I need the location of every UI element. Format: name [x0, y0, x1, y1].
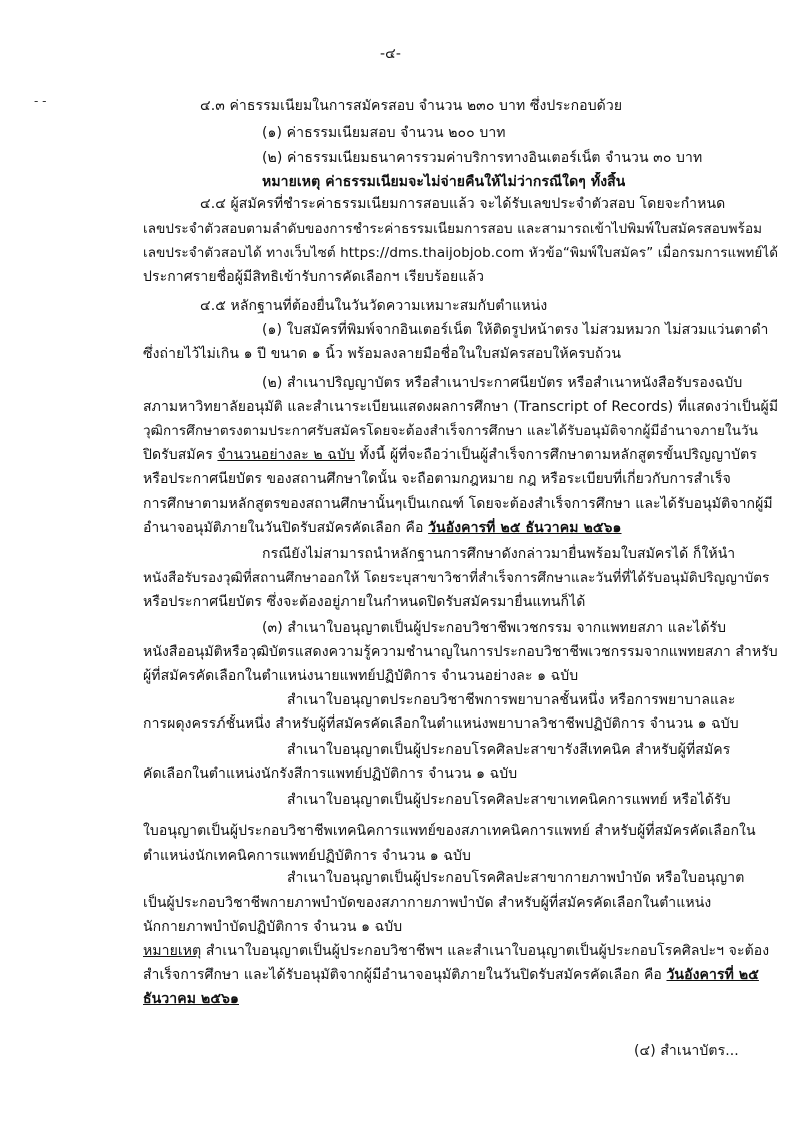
item-3-line-10: ตำแหน่งนักเทคนิคการแพทย์ปฏิบัติการ จำนวน ๑ ฉบับ [143, 848, 471, 864]
item-2-line-3: วุฒิการศึกษาตรงตามประกาศรับสมัครโดยจะต้องสำเร็จการศึกษา และได้รับอนุมัติจากผู้มีอำนาจภายในวัน [143, 423, 759, 439]
fee-item-2: (๒) ค่าธรรมเนียมธนาคารรวมค่าบริการทางอินเตอร์เน็ต จำนวน ๓๐ บาท [262, 150, 703, 166]
next-page-continuation: (๔) สำเนาบัตร... [634, 1043, 739, 1059]
item-2-line-9: หนังสือรับรองวุฒิที่สถานศึกษาออกให้ โดยระบุสาขาวิชาที่สำเร็จการศึกษาและวันที่ที่ได้รับอนุมัติปริญญาบัตร [143, 570, 770, 586]
license-note-line-2 [143, 965, 759, 985]
item-3-line-2: หนังสืออนุมัติหรือวุฒิบัตรแสดงความรู้ความชำนาญในการประกอบวิชาชีพเวชกรรมจากแพทยสภา สำหรับ [143, 644, 778, 660]
deadline-date: วันอังคารที่ ๒๕ ธันวาคม ๒๕๖๑ [428, 520, 622, 536]
item-2-line-8: กรณียังไม่สามารถนำหลักฐานการศึกษาดังกล่าวมายื่นพร้อมใบสมัครได้ ก็ให้นำ [262, 546, 736, 562]
item-1-line-1: (๑) ใบสมัครที่พิมพ์จากอินเตอร์เน็ต ให้ติดรูปหน้าตรง ไม่สวมหมวก ไม่สวมแว่นตาดำ [262, 322, 769, 338]
item-2-line-4-text-a: ปิดรับสมัคร [143, 447, 218, 463]
item-2-line-1: (๒) สำเนาปริญญาบัตร หรือสำเนาประกาศนียบัตร หรือสำเนาหนังสือรับรองฉบับ [262, 375, 743, 391]
license-note-label: หมายเหตุ [143, 943, 202, 959]
section-4-4-line-1: ๔.๔ ผู้สมัครที่ชำระค่าธรรมเนียมการสอบแล้ว จะได้รับเลขประจำตัวสอบ โดยจะกำหนด [200, 196, 726, 212]
item-2-line-4 [143, 445, 757, 465]
item-3-line-11: สำเนาใบอนุญาตเป็นผู้ประกอบโรคศิลปะสาขากายภาพบำบัด หรือใบอนุญาต [287, 870, 745, 886]
license-note-text: สำเนาใบอนุญาตเป็นผู้ประกอบวิชาชีพฯ และสำเนาใบอนุญาตเป็นผู้ประกอบโรคศิลปะฯ จะต้อง [201, 943, 770, 959]
item-2-line-5: หรือประกาศนียบัตร ของสถานศึกษาใดนั้น จะถือตามกฎหมาย กฎ หรือระเบียบที่เกี่ยวกับการสำเร็จ [143, 471, 731, 487]
fee-item-1: (๑) ค่าธรรมเนียมสอบ จำนวน ๒๐๐ บาท [262, 125, 506, 141]
item-3-line-13: นักกายภาพบำบัดปฏิบัติการ จำนวน ๑ ฉบับ [143, 919, 403, 935]
section-4-4-line-3: เลขประจำตัวสอบได้ ทางเว็บไซต์ https://dms.thaijobjob.com หัวข้อ“พิมพ์ใบสมัคร” เมื่อกรมการแพทย์ได้ [143, 245, 778, 261]
item-3-line-7: คัดเลือกในตำแหน่งนักรังสีการแพทย์ปฏิบัติการ จำนวน ๑ ฉบับ [143, 766, 518, 782]
item-2-line-10: หรือประกาศนียบัตร ซึ่งจะต้องอยู่ภายในกำหนดปิดรับสมัครมายื่นแทนก็ได้ [143, 594, 586, 610]
copies-required: จำนวนอย่างละ ๒ ฉบับ [217, 447, 355, 463]
section-4-3: ๔.๓ ค่าธรรมเนียมในการสมัครสอบ จำนวน ๒๓๐ บาท ซึ่งประกอบด้วย [200, 98, 623, 114]
section-4-4-line-4: ประกาศรายชื่อผู้มีสิทธิเข้ารับการคัดเลือกฯ เรียบร้อยแล้ว [143, 269, 485, 285]
section-4-5-heading: ๔.๕ หลักฐานที่ต้องยื่นในวันวัดความเหมาะสมกับตำแหน่ง [200, 298, 548, 314]
item-2-line-6: การศึกษาตามหลักสูตรของสถานศึกษานั้นๆเป็นเกณฑ์ โดยจะต้องสำเร็จการศึกษา และได้รับอนุมัติจากผู้มี [143, 496, 773, 512]
item-3-line-3: ผู้ที่สมัครคัดเลือกในตำแหน่งนายแพทย์ปฏิบัติการ จำนวนอย่างละ ๑ ฉบับ [143, 668, 579, 684]
license-deadline-b: ธันวาคม ๒๕๖๑ [143, 991, 240, 1007]
license-deadline-a: วันอังคารที่ ๒๕ [666, 967, 759, 983]
item-3-line-5: การผดุงครรภ์ชั้นหนึ่ง สำหรับผู้ที่สมัครคัดเลือกในตำแหน่งพยาบาลวิชาชีพปฏิบัติการ จำนวน ๑ ฉบับ [143, 716, 739, 732]
item-3-line-9: ใบอนุญาตเป็นผู้ประกอบวิชาชีพเทคนิคการแพทย์ของสภาเทคนิคการแพทย์ สำหรับผู้ที่สมัครคัดเลือกใน [143, 823, 756, 839]
item-1-line-2: ซึ่งถ่ายไว้ไม่เกิน ๑ ปี ขนาด ๑ นิ้ว พร้อมลงลายมือชื่อในใบสมัครสอบให้ครบถ้วน [143, 346, 622, 362]
item-3-line-6: สำเนาใบอนุญาตเป็นผู้ประกอบโรคศิลปะสาขารังสีเทคนิค สำหรับผู้ที่สมัคร [287, 742, 731, 758]
section-4-4-line-2: เลขประจำตัวสอบตามลำดับของการชำระค่าธรรมเนียมการสอบ และสามารถเข้าไปพิมพ์ใบสมัครสอบพร้อม [143, 221, 763, 237]
item-3-line-1: (๓) สำเนาใบอนุญาตเป็นผู้ประกอบวิชาชีพเวชกรรม จากแพทยสภา และได้รับ [262, 620, 727, 636]
item-3-line-12: เป็นผู้ประกอบวิชาชีพกายภาพบำบัดของสภากายภาพบำบัด สำหรับผู้ที่สมัครคัดเลือกในตำแหน่ง [143, 895, 712, 911]
item-3-line-8: สำเนาใบอนุญาตเป็นผู้ประกอบโรคศิลปะสาขาเทคนิคการแพทย์ หรือได้รับ [287, 792, 731, 808]
license-note-line-2-text: สำเร็จการศึกษา และได้รับอนุมัติจากผู้มีอำนาจอนุมัติภายในวันปิดรับสมัครคัดเลือก คือ [143, 967, 667, 983]
fee-note: หมายเหตุ ค่าธรรมเนียมจะไม่จ่ายคืนให้ไม่ว่ากรณีใดๆ ทั้งสิ้น [262, 174, 626, 190]
item-2-line-7-text: อำนาจอนุมัติภายในวันปิดรับสมัครคัดเลือก คือ [143, 520, 429, 536]
license-note-line-1 [143, 941, 769, 961]
item-2-line-7 [143, 518, 622, 538]
item-2-line-4-text-b: ทั้งนี้ ผู้ที่จะถือว่าเป็นผู้สำเร็จการศึกษาตามหลักสูตรขั้นปริญญาบัตร [354, 447, 757, 463]
page-number: -๔- [380, 46, 401, 62]
margin-mark: - - [34, 94, 47, 108]
item-3-line-4: สำเนาใบอนุญาตประกอบวิชาชีพการพยาบาลชั้นหนึ่ง หรือการพยาบาลและ [287, 692, 736, 708]
item-2-line-2: สภามหาวิทยาลัยอนุมัติ และสำเนาระเบียนแสดงผลการศึกษา (Transcript of Records) ที่แสดงว่าเป็นผู้มี [143, 399, 778, 415]
